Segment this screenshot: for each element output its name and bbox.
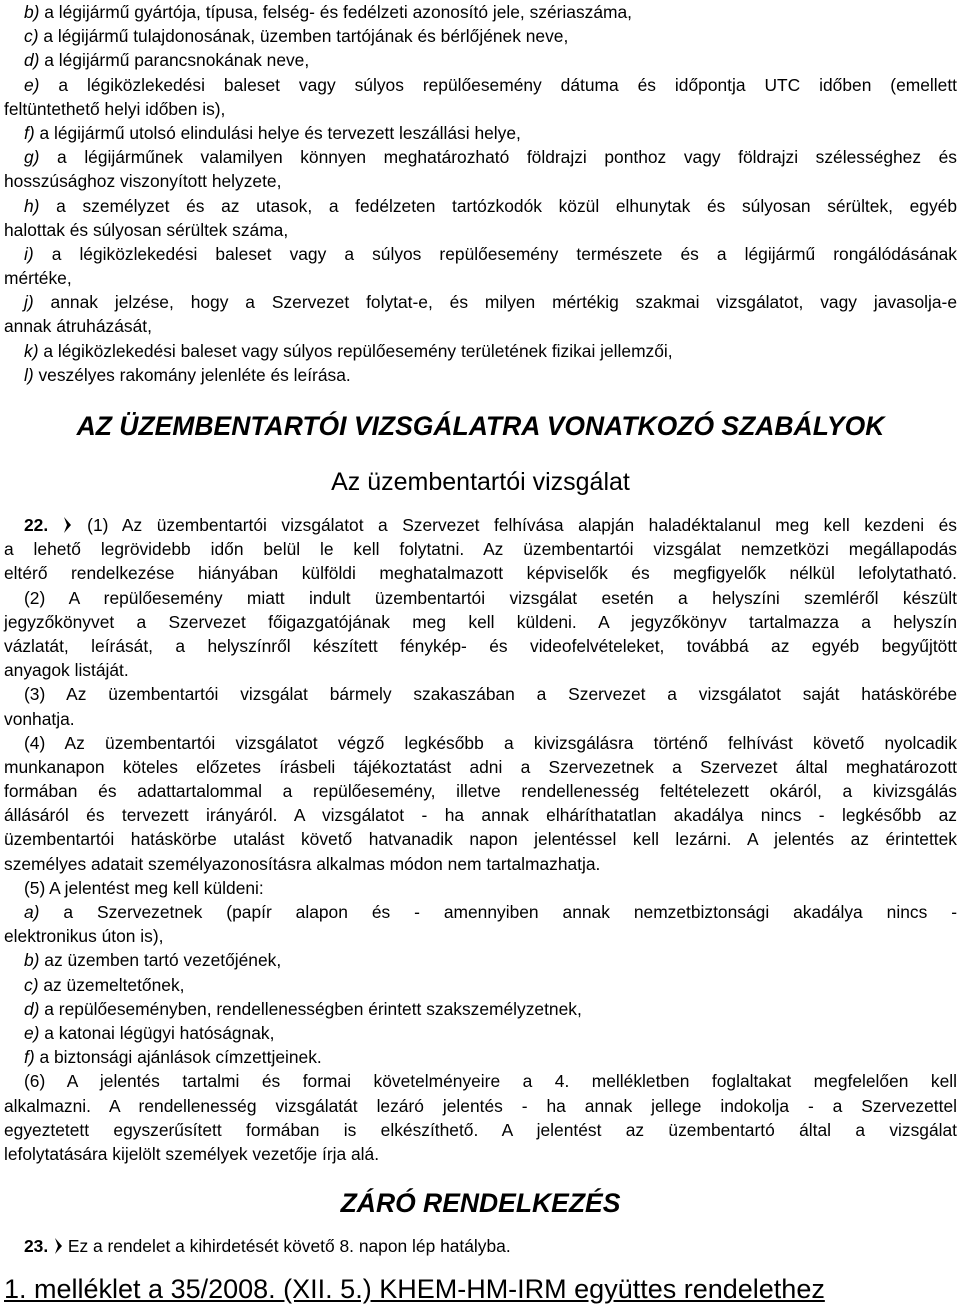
list-item: k) a légiközlekedési baleset vagy súlyos repülőesemény területének fizikai jellemzői, bbox=[24, 340, 673, 361]
paragraph-line: (4) Az üzembentartói vizsgálatot végző legkésőbb a kivizsgálásra történő felhívást követő nyolcadik bbox=[24, 732, 957, 753]
list-item-continuation: elektronikus úton is), bbox=[4, 926, 164, 947]
list-item: c) a légijármű tulajdonosának, üzemben tartójának és bérlőjének neve, bbox=[24, 26, 569, 47]
list-item: f) a légijármű utolsó elindulási helye és tervezett leszállási helye, bbox=[24, 122, 521, 143]
paragraph-line: (5) A jelentést meg kell küldeni: bbox=[24, 877, 264, 898]
list-item: b) az üzemben tartó vezetőjének, bbox=[24, 950, 282, 971]
paragraph-line: vonhatja. bbox=[4, 708, 75, 729]
section-23: 23. Ez a rendelet a kihirdetését követő 8. napon lép hatályba. bbox=[4, 1234, 957, 1258]
list-item-continuation: feltüntethető helyi időben is), bbox=[4, 98, 226, 119]
list-item: b) a légijármű gyártója, típusa, felség- és fedélzeti azonosító jele, szériaszáma, bbox=[24, 2, 633, 22]
list-item: a) a Szervezetnek (papír alapon és - amennyiben annak nemzetbiztonsági akadálya nincs - bbox=[24, 902, 957, 922]
paragraph-line: üzembentartói hatáskörbe utalást követő hatvanadik napon jelentéssel kell lezárni. A jelentés az érintettek bbox=[4, 829, 957, 850]
paragraph-line: jegyzőkönyvet a Szervezet főigazgatójának meg kell küldeni. A jegyzőkönyv tartalmazza a helyszín bbox=[4, 611, 957, 632]
paragraph-line: eltérő rendelkezése hiányában külföldi meghatalmazott képviselők és megfigyelők nélkül lefolytatható. bbox=[4, 563, 957, 584]
paragraph-line: (3) Az üzembentartói vizsgálat bármely szakaszában a Szervezet a vizsgálatot saját hatáskörébe bbox=[24, 684, 957, 705]
section-22 bbox=[4, 513, 957, 1166]
list-item-continuation: mértéke, bbox=[4, 268, 72, 289]
list-item: d) a repülőeseményben, rendellenességben érintett szakszemélyzetnek, bbox=[24, 998, 582, 1019]
paragraph-line: állásáról és tervezett irányáról. A vizsgálatot - ha annak elháríthatatlan akadálya nincs - legkésőbb az bbox=[4, 805, 957, 826]
paragraph-line: (2) A repülőesemény miatt indult üzembentartói vizsgálat esetén a helyszíni szemléről készült bbox=[24, 587, 957, 608]
list-item-continuation: hosszúsághoz viszonyított helyzete, bbox=[4, 171, 282, 192]
list-item: g) a légijárműnek valamilyen könnyen meghatározható földrajzi ponthoz vagy földrajzi szélességhez és bbox=[24, 147, 957, 168]
list-item: i) a légiközlekedési baleset vagy a súlyos repülőesemény természete és a légijármű rongálódásának bbox=[24, 243, 957, 264]
paragraph-line: a lehető legrövidebb időn belül le kell folytatni. Az üzembentartói vizsgálat nemzetközi megállapodás bbox=[4, 539, 957, 560]
list-item: e) a katonai légügyi hatóságnak, bbox=[24, 1022, 275, 1043]
paragraph-line: (6) A jelentés tartalmi és formai követelményeire a 4. mellékletben foglaltakat megfelelően kell bbox=[24, 1071, 957, 1092]
paragraph-line: lefolytatására kijelölt személyek vezetője írja alá. bbox=[4, 1143, 380, 1164]
list-item: l) veszélyes rakomány jelenléte és leírása. bbox=[24, 364, 351, 385]
section-subheading: Az üzembentartói vizsgálat bbox=[331, 468, 630, 496]
paragraph-line: vázlatát, leírását, a helyszínről készített fénykép- és videofelvételeket, továbbá az egyéb begyűjtött bbox=[4, 635, 957, 656]
section-heading-main: AZ ÜZEMBENTARTÓI VIZSGÁLATRA VONATKOZÓ SZABÁLYOK bbox=[76, 411, 885, 441]
paragraph-line: formában és adattartalommal a repülőesemény, illetve rendellenesség feltételezett okáról, a kivizsgálás bbox=[4, 781, 957, 802]
section-number: 22. bbox=[24, 515, 49, 535]
paragraph-line: alkalmazni. A rendellenesség vizsgálatát lezáró jelentés - ha annak jellege indokolja - a Szervezettel bbox=[4, 1095, 957, 1116]
list-item: h) a személyzet és az utasok, a fedélzeten tartózkodók közül elhunytak és súlyosan sérültek, egyéb bbox=[24, 195, 957, 216]
section-sign-icon bbox=[53, 1234, 63, 1258]
list-item: f) a biztonsági ajánlások címzettjeinek. bbox=[24, 1047, 322, 1068]
paragraph-line: 22. (1) Az üzembentartói vizsgálatot a Szervezet felhívása alapján haladéktalanul meg kell kezdeni és bbox=[4, 513, 957, 537]
list-item-continuation: annak átruházását, bbox=[4, 316, 152, 337]
document-page bbox=[4, 0, 957, 1306]
list-item: e) a légiközlekedési baleset vagy súlyos repülőesemény dátuma és időpontja UTC időben (emellett bbox=[24, 74, 957, 95]
list-item: c) az üzemeltetőnek, bbox=[24, 974, 185, 995]
list-item: j) annak jelzése, hogy a Szervezet folytat-e, és milyen mértékig szakmai vizsgálatot, vagy javasolja-e bbox=[24, 292, 957, 313]
section-heading-final: ZÁRÓ RENDELKEZÉS bbox=[340, 1188, 621, 1219]
list-item-continuation: halottak és súlyosan sérültek száma, bbox=[4, 219, 289, 240]
list-item: d) a légijármű parancsnokának neve, bbox=[24, 50, 310, 71]
section-number: 23. bbox=[24, 1236, 49, 1257]
paragraph-line: munkanapon köteles előzetes írásbeli tájékoztatást adni a Szervezetnek a Szervezet által meghatározott bbox=[4, 756, 957, 777]
paragraph-line: egyeztetett egyszerűsített formában is elkészíthető. A jelentést az üzembentartó által a vizsgálat bbox=[4, 1119, 957, 1140]
annex-title: 1. melléklet a 35/2008. (XII. 5.) KHEM-HM-IRM együttes rendelethez bbox=[4, 1274, 825, 1305]
paragraph-line: anyagok listáját. bbox=[4, 660, 129, 681]
paragraph-line: személyes adatait személyazonosításra alkalmas módon nem tartalmazhatja. bbox=[4, 853, 601, 874]
incident-data-list bbox=[4, 0, 957, 387]
section-sign-icon bbox=[63, 513, 73, 537]
